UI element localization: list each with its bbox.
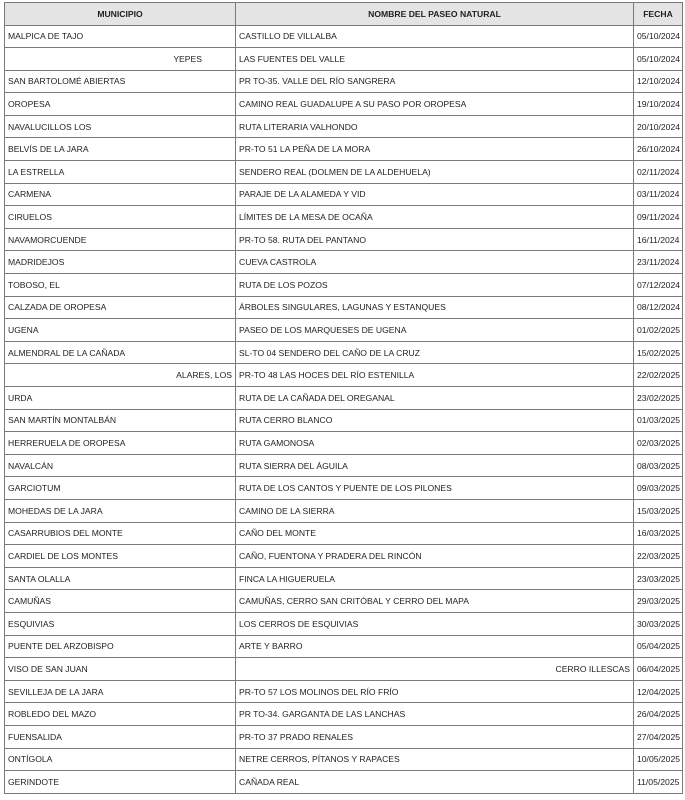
header-fecha: FECHA bbox=[634, 3, 683, 26]
table-row bbox=[5, 703, 683, 726]
cell-paseo: ARTE Y BARRO bbox=[236, 635, 634, 658]
cell-fecha: 01/03/2025 bbox=[634, 409, 683, 432]
cell-fecha: 02/11/2024 bbox=[634, 161, 683, 184]
cell-municipio: ESQUIVIAS bbox=[5, 612, 236, 635]
table-row bbox=[5, 138, 683, 161]
header-municipio: MUNICIPIO bbox=[5, 3, 236, 26]
cell-paseo: PR-TO 51 LA PEÑA DE LA MORA bbox=[236, 138, 634, 161]
cell-fecha: 03/11/2024 bbox=[634, 183, 683, 206]
table-row bbox=[5, 477, 683, 500]
table-body bbox=[5, 25, 683, 793]
cell-paseo: PR-TO 37 PRADO RENALES bbox=[236, 725, 634, 748]
table-row bbox=[5, 48, 683, 71]
cell-fecha: 01/02/2025 bbox=[634, 319, 683, 342]
cell-municipio: NAVALCÁN bbox=[5, 454, 236, 477]
cell-paseo: PR-TO 48 LAS HOCES DEL RÍO ESTENILLA bbox=[236, 364, 634, 387]
cell-fecha: 09/03/2025 bbox=[634, 477, 683, 500]
cell-municipio: PUENTE DEL ARZOBISPO bbox=[5, 635, 236, 658]
cell-fecha: 19/10/2024 bbox=[634, 93, 683, 116]
cell-paseo: PR-TO 58. RUTA DEL PANTANO bbox=[236, 228, 634, 251]
cell-paseo: PR TO-35. VALLE DEL RÍO SANGRERA bbox=[236, 70, 634, 93]
cell-paseo: FINCA LA HIGUERUELA bbox=[236, 567, 634, 590]
cell-paseo: LÍMITES DE LA MESA DE OCAÑA bbox=[236, 206, 634, 229]
cell-fecha: 23/02/2025 bbox=[634, 387, 683, 410]
table-row bbox=[5, 454, 683, 477]
table-row bbox=[5, 183, 683, 206]
cell-municipio: OROPESA bbox=[5, 93, 236, 116]
cell-municipio: VISO DE SAN JUAN bbox=[5, 658, 236, 681]
cell-municipio: CARMENA bbox=[5, 183, 236, 206]
cell-municipio: ALMENDRAL DE LA CAÑADA bbox=[5, 341, 236, 364]
cell-municipio: CASARRUBIOS DEL MONTE bbox=[5, 522, 236, 545]
cell-fecha: 23/11/2024 bbox=[634, 251, 683, 274]
cell-municipio: HERRERUELA DE OROPESA bbox=[5, 432, 236, 455]
cell-paseo: SL-TO 04 SENDERO DEL CAÑO DE LA CRUZ bbox=[236, 341, 634, 364]
table-row bbox=[5, 409, 683, 432]
cell-paseo: PR TO-34. GARGANTA DE LAS LANCHAS bbox=[236, 703, 634, 726]
table-row bbox=[5, 251, 683, 274]
cell-paseo: CAMINO DE LA SIERRA bbox=[236, 499, 634, 522]
cell-paseo: RUTA SIERRA DEL ÁGUILA bbox=[236, 454, 634, 477]
cell-municipio: BELVÍS DE LA JARA bbox=[5, 138, 236, 161]
cell-fecha: 27/04/2025 bbox=[634, 725, 683, 748]
cell-municipio: CARDIEL DE LOS MONTES bbox=[5, 545, 236, 568]
cell-municipio: MOHEDAS DE LA JARA bbox=[5, 499, 236, 522]
cell-municipio: NAVALUCILLOS LOS bbox=[5, 115, 236, 138]
cell-paseo: PARAJE DE LA ALAMEDA Y VID bbox=[236, 183, 634, 206]
cell-fecha: 02/03/2025 bbox=[634, 432, 683, 455]
table-row bbox=[5, 70, 683, 93]
table-row bbox=[5, 499, 683, 522]
cell-paseo: CAMINO REAL GUADALUPE A SU PASO POR OROPESA bbox=[236, 93, 634, 116]
cell-fecha: 10/05/2025 bbox=[634, 748, 683, 771]
cell-municipio: MADRIDEJOS bbox=[5, 251, 236, 274]
cell-municipio: ONTÍGOLA bbox=[5, 748, 236, 771]
cell-fecha: 22/02/2025 bbox=[634, 364, 683, 387]
cell-municipio: FUENSALIDA bbox=[5, 725, 236, 748]
table-row bbox=[5, 296, 683, 319]
cell-paseo: CERRO ILLESCAS bbox=[236, 658, 634, 681]
table-row bbox=[5, 319, 683, 342]
cell-municipio: CALZADA DE OROPESA bbox=[5, 296, 236, 319]
cell-municipio: YEPES bbox=[5, 48, 236, 71]
cell-fecha: 12/10/2024 bbox=[634, 70, 683, 93]
cell-paseo: LAS FUENTES DEL VALLE bbox=[236, 48, 634, 71]
table-row bbox=[5, 658, 683, 681]
cell-municipio: MALPICA DE TAJO bbox=[5, 25, 236, 48]
cell-fecha: 06/04/2025 bbox=[634, 658, 683, 681]
cell-municipio: LA ESTRELLA bbox=[5, 161, 236, 184]
cell-municipio: SAN BARTOLOMÉ ABIERTAS bbox=[5, 70, 236, 93]
table-row bbox=[5, 115, 683, 138]
cell-fecha: 26/04/2025 bbox=[634, 703, 683, 726]
cell-paseo: ÁRBOLES SINGULARES, LAGUNAS Y ESTANQUES bbox=[236, 296, 634, 319]
table-row bbox=[5, 612, 683, 635]
table-row bbox=[5, 206, 683, 229]
cell-fecha: 26/10/2024 bbox=[634, 138, 683, 161]
cell-paseo: CAÑO DEL MONTE bbox=[236, 522, 634, 545]
table-row bbox=[5, 387, 683, 410]
cell-fecha: 05/10/2024 bbox=[634, 48, 683, 71]
table-row bbox=[5, 432, 683, 455]
cell-municipio: NAVAMORCUENDE bbox=[5, 228, 236, 251]
cell-fecha: 08/03/2025 bbox=[634, 454, 683, 477]
table-row bbox=[5, 228, 683, 251]
cell-fecha: 15/02/2025 bbox=[634, 341, 683, 364]
cell-fecha: 16/11/2024 bbox=[634, 228, 683, 251]
cell-paseo: NETRE CERROS, PÍTANOS Y RAPACES bbox=[236, 748, 634, 771]
table-row bbox=[5, 748, 683, 771]
cell-fecha: 05/04/2025 bbox=[634, 635, 683, 658]
cell-paseo: CUEVA CASTROLA bbox=[236, 251, 634, 274]
table-row bbox=[5, 274, 683, 297]
table-row bbox=[5, 545, 683, 568]
cell-paseo: PASEO DE LOS MARQUESES DE UGENA bbox=[236, 319, 634, 342]
cell-fecha: 16/03/2025 bbox=[634, 522, 683, 545]
cell-paseo: RUTA DE LOS CANTOS Y PUENTE DE LOS PILONES bbox=[236, 477, 634, 500]
cell-fecha: 22/03/2025 bbox=[634, 545, 683, 568]
cell-municipio: GERINDOTE bbox=[5, 771, 236, 794]
cell-paseo: CAMUÑAS, CERRO SAN CRITÓBAL Y CERRO DEL MAPA bbox=[236, 590, 634, 613]
table-row bbox=[5, 161, 683, 184]
cell-municipio: GARCIOTUM bbox=[5, 477, 236, 500]
cell-paseo: CASTILLO DE VILLALBA bbox=[236, 25, 634, 48]
table-row bbox=[5, 364, 683, 387]
table-row bbox=[5, 635, 683, 658]
table-row bbox=[5, 25, 683, 48]
cell-municipio: CAMUÑAS bbox=[5, 590, 236, 613]
cell-municipio: URDA bbox=[5, 387, 236, 410]
table-row bbox=[5, 590, 683, 613]
cell-municipio: TOBOSO, EL bbox=[5, 274, 236, 297]
cell-fecha: 15/03/2025 bbox=[634, 499, 683, 522]
cell-paseo: SENDERO REAL (DOLMEN DE LA ALDEHUELA) bbox=[236, 161, 634, 184]
cell-fecha: 07/12/2024 bbox=[634, 274, 683, 297]
cell-fecha: 30/03/2025 bbox=[634, 612, 683, 635]
header-paseo: NOMBRE DEL PASEO NATURAL bbox=[236, 3, 634, 26]
cell-paseo: RUTA DE LA CAÑADA DEL OREGANAL bbox=[236, 387, 634, 410]
cell-fecha: 23/03/2025 bbox=[634, 567, 683, 590]
cell-fecha: 11/05/2025 bbox=[634, 771, 683, 794]
cell-fecha: 12/04/2025 bbox=[634, 680, 683, 703]
cell-fecha: 29/03/2025 bbox=[634, 590, 683, 613]
cell-paseo: PR-TO 57 LOS MOLINOS DEL RÍO FRÍO bbox=[236, 680, 634, 703]
table-row bbox=[5, 680, 683, 703]
cell-fecha: 09/11/2024 bbox=[634, 206, 683, 229]
cell-paseo: RUTA DE LOS POZOS bbox=[236, 274, 634, 297]
cell-municipio: UGENA bbox=[5, 319, 236, 342]
cell-paseo: CAÑO, FUENTONA Y PRADERA DEL RINCÓN bbox=[236, 545, 634, 568]
cell-paseo: RUTA LITERARIA VALHONDO bbox=[236, 115, 634, 138]
cell-municipio: ROBLEDO DEL MAZO bbox=[5, 703, 236, 726]
table-row bbox=[5, 567, 683, 590]
table-row bbox=[5, 93, 683, 116]
cell-paseo: RUTA CERRO BLANCO bbox=[236, 409, 634, 432]
cell-municipio: CIRUELOS bbox=[5, 206, 236, 229]
header-row bbox=[5, 3, 683, 26]
cell-municipio: SAN MARTÍN MONTALBÁN bbox=[5, 409, 236, 432]
table-row bbox=[5, 341, 683, 364]
cell-paseo: RUTA GAMONOSA bbox=[236, 432, 634, 455]
cell-fecha: 05/10/2024 bbox=[634, 25, 683, 48]
cell-municipio: SANTA OLALLA bbox=[5, 567, 236, 590]
cell-fecha: 08/12/2024 bbox=[634, 296, 683, 319]
cell-municipio: ALARES, LOS bbox=[5, 364, 236, 387]
cell-fecha: 20/10/2024 bbox=[634, 115, 683, 138]
table-row bbox=[5, 771, 683, 794]
table-row bbox=[5, 725, 683, 748]
table-row bbox=[5, 522, 683, 545]
paseos-table bbox=[4, 2, 683, 794]
cell-paseo: LOS CERROS DE ESQUIVIAS bbox=[236, 612, 634, 635]
table-header bbox=[5, 3, 683, 26]
cell-municipio: SEVILLEJA DE LA JARA bbox=[5, 680, 236, 703]
cell-paseo: CAÑADA REAL bbox=[236, 771, 634, 794]
